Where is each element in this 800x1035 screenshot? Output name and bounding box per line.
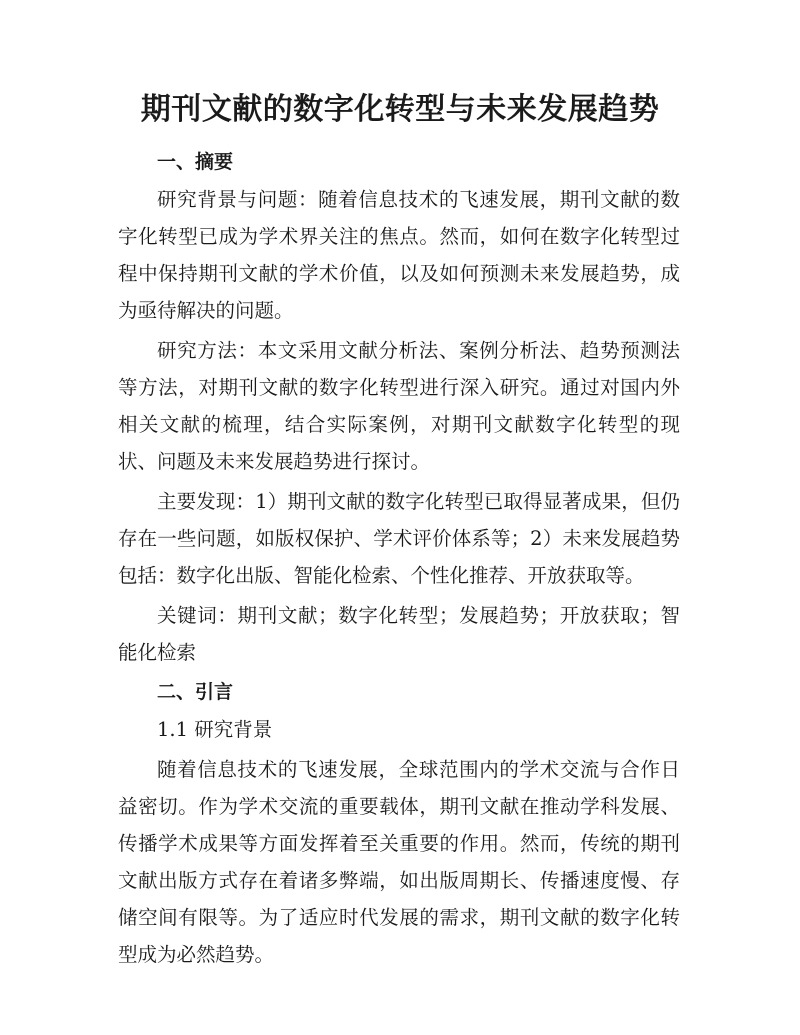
- abstract-methods-paragraph: 研究方法：本文采用文献分析法、案例分析法、趋势预测法等方法，对期刊文献的数字化转型进行深入研究。通过对国内外相关文献的梳理，结合实际案例，对期刊文献数字化转型的现状、问题及未来发展趋势进行探讨。: [118, 339, 680, 473]
- abstract-findings-paragraph: 主要发现：1）期刊文献的数字化转型已取得显著成果，但仍存在一些问题，如版权保护、学术评价体系等；2）未来发展趋势包括：数字化出版、智能化检索、个性化推荐、开放获取等。: [118, 490, 680, 587]
- document-title: 期刊文献的数字化转型与未来发展趋势: [140, 92, 660, 127]
- section-heading-introduction: 二、引言: [157, 681, 234, 703]
- section-heading-abstract: 一、摘要: [157, 151, 234, 173]
- document-body: [118, 144, 680, 976]
- abstract-background-paragraph: 研究背景与问题：随着信息技术的飞速发展，期刊文献的数字化转型已成为学术界关注的焦点。然而，如何在数字化转型过程中保持期刊文献的学术价值，以及如何预测未来发展趋势，成为亟待解决的问题。: [118, 188, 680, 322]
- introduction-body-paragraph: 随着信息技术的飞速发展，全球范围内的学术交流与合作日益密切。作为学术交流的重要载体，期刊文献在推动学科发展、传播学术成果等方面发挥着至关重要的作用。然而，传统的期刊文献出版方式存在着诸多弊端，如出版周期长、传播速度慢、存储空间有限等。为了适应时代发展的需求，期刊文献的数字化转型成为必然趋势。: [118, 758, 680, 966]
- abstract-keywords-paragraph: 关键词：期刊文献；数字化转型；发展趋势；开放获取；智能化检索: [118, 604, 680, 664]
- subsection-heading-research-background: 1.1 研究背景: [157, 718, 273, 741]
